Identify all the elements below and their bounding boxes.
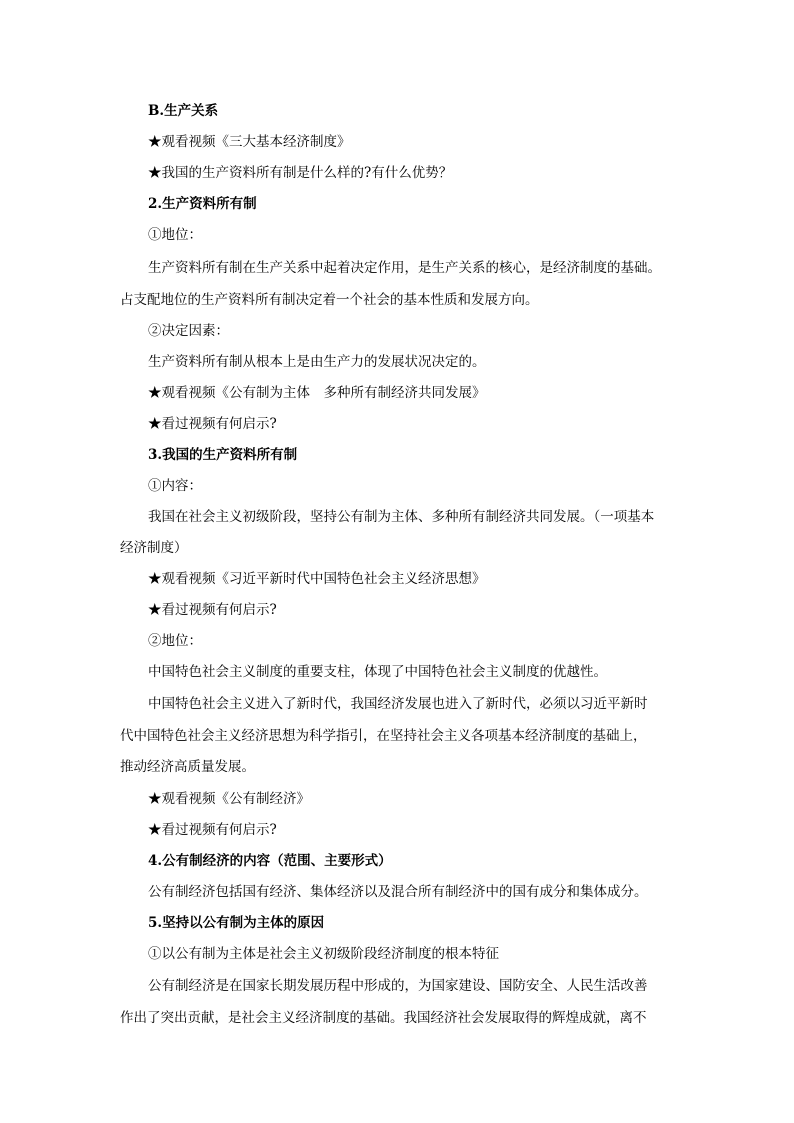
- point-label: ②决定因素：: [148, 323, 229, 339]
- video-prompt: ★观看视频《公有制为主体 多种所有制经济共同发展》: [148, 385, 486, 401]
- point-label: ②地位：: [148, 633, 202, 649]
- subheading: 2.生产资料所有制: [148, 196, 257, 212]
- subheading: 3.我国的生产资料所有制: [148, 447, 298, 463]
- video-prompt: ★观看视频《习近平新时代中国特色社会主义经济思想》: [148, 571, 486, 587]
- point-label: ①地位：: [148, 227, 202, 243]
- subheading: 5.坚持以公有制为主体的原因: [148, 915, 325, 931]
- question-prompt: ★看过视频有何启示?: [148, 416, 277, 432]
- question-prompt: ★看过视频有何启示?: [148, 602, 277, 618]
- paragraph-line: 推动经济高质量发展。: [120, 759, 255, 775]
- paragraph-line: 代中国特色社会主义经济思想为科学指引，在坚持社会主义各项基本经济制度的基础上，: [120, 728, 647, 744]
- point-label: ①内容：: [148, 478, 202, 494]
- video-prompt: ★观看视频《公有制经济》: [148, 791, 310, 807]
- video-prompt: ★观看视频《三大基本经济制度》: [148, 134, 351, 150]
- paragraph-line: 占支配地位的生产资料所有制决定着一个社会的基本性质和发展方向。: [120, 292, 539, 308]
- section-heading: B.生产关系: [148, 103, 219, 119]
- subheading: 4.公有制经济的内容（范围、主要形式）: [148, 853, 392, 869]
- point-label: ①以公有制为主体是社会主义初级阶段经济制度的根本特征: [148, 946, 499, 962]
- paragraph-line: 公有制经济是在国家长期发展历程中形成的，为国家建设、国防安全、人民生活改善: [148, 978, 648, 994]
- question-prompt: ★我国的生产资料所有制是什么样的?有什么优势？: [148, 165, 453, 181]
- paragraph-line: 我国在社会主义初级阶段，坚持公有制为主体、多种所有制经济共同发展。（一项基本: [148, 509, 655, 525]
- paragraph-line: 公有制经济包括国有经济、集体经济以及混合所有制经济中的国有成分和集体成分。: [148, 884, 648, 900]
- paragraph-line: 生产资料所有制从根本上是由生产力的发展状况决定的。: [148, 354, 486, 370]
- paragraph-line: 经济制度）: [120, 540, 188, 556]
- paragraph-line: 中国特色社会主义进入了新时代，我国经济发展也进入了新时代，必须以习近平新时: [148, 696, 648, 712]
- paragraph-line: 中国特色社会主义制度的重要支柱，体现了中国特色社会主义制度的优越性。: [148, 664, 607, 680]
- paragraph-line: 生产资料所有制在生产关系中起着决定作用，是生产关系的核心，是经济制度的基础。: [148, 260, 661, 276]
- question-prompt: ★看过视频有何启示?: [148, 822, 277, 838]
- paragraph-line: 作出了突出贡献，是社会主义经济制度的基础。我国经济社会发展取得的辉煌成就，离不: [120, 1010, 647, 1026]
